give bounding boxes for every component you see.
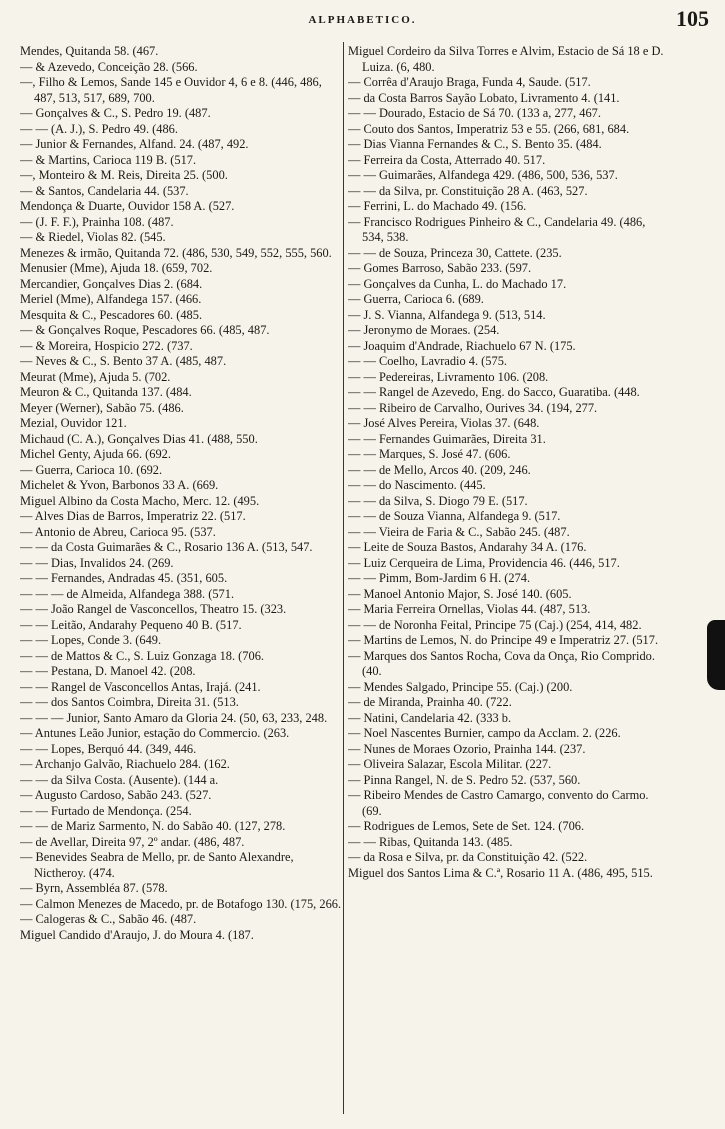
- directory-entry: — (J. F. F.), Prainha 108. (487.: [20, 214, 174, 229]
- directory-entry: — Martins de Lemos, N. do Principe 49 e Imperatriz 27. (517.: [348, 633, 659, 647]
- directory-entry: — Manoel Antonio Major, S. José 140. (605.: [348, 586, 572, 601]
- directory-entry: —, Monteiro & M. Reis, Direita 25. (500.: [20, 168, 228, 182]
- directory-entry: — — Dourado, Estacio de Sá 70. (133 a, 277, 467.: [348, 106, 601, 120]
- directory-entry: — — — de Almeida, Alfandega 388. (571.: [20, 586, 235, 601]
- directory-entry: — — do Nascimento. (445.: [348, 478, 486, 492]
- directory-entry: Meriel (Mme), Alfandega 157. (466.: [20, 292, 202, 306]
- directory-entry: — Benevides Seabra de Mello, pr. de Santo Alexandre, Nictheroy. (474.: [20, 850, 294, 880]
- directory-entry: — — Furtado de Mendonça. (254.: [20, 803, 192, 818]
- directory-entry: — & Martins, Carioca 119 B. (517.: [20, 152, 197, 167]
- directory-entry: — — Vieira de Faria & C., Sabão 245. (487.: [348, 524, 570, 539]
- directory-entry: — Rodrigues de Lemos, Sete de Set. 124. (706.: [348, 819, 585, 833]
- directory-entry: — — Lopes, Conde 3. (649.: [20, 633, 162, 647]
- directory-entry: — Jeronymo de Moraes. (254.: [348, 323, 500, 337]
- directory-entry: — — Ribas, Quitanda 143. (485.: [348, 834, 513, 849]
- page-header: [0, 0, 725, 44]
- directory-entry: — — Rangel de Vasconcellos Antas, Irajá. (241.: [20, 679, 261, 694]
- column-divider: [343, 42, 344, 1114]
- directory-entry: — Joaquim d'Andrade, Riachuelo 67 N. (175.: [348, 338, 576, 353]
- directory-entry: — — de Mariz Sarmento, N. do Sabão 40. (127, 278.: [20, 819, 286, 833]
- directory-entry: — — Leitão, Andarahy Pequeno 40 B. (517.: [20, 617, 242, 632]
- directory-entry: — Augusto Cardoso, Sabão 243. (527.: [20, 788, 212, 802]
- directory-entry: — & Riedel, Violas 82. (545.: [20, 230, 166, 244]
- directory-entry: — & Moreira, Hospicio 272. (737.: [20, 338, 193, 353]
- directory-entry: — Ribeiro Mendes de Castro Camargo, convento do Carmo. (69.: [348, 788, 649, 818]
- directory-entry: Menezes & irmão, Quitanda 72. (486, 530, 549, 552, 555, 560.: [20, 245, 332, 260]
- directory-entry: — Couto dos Santos, Imperatriz 53 e 55. (266, 681, 684.: [348, 121, 630, 136]
- directory-entry: — — da Silva, pr. Constituição 28 A. (463, 527.: [348, 183, 588, 198]
- directory-entry: — — — Junior, Santo Amaro da Gloria 24. (50, 63, 233, 248.: [20, 710, 328, 725]
- directory-entry: — & Gonçalves Roque, Pescadores 66. (485, 487.: [20, 323, 270, 337]
- directory-entry: — — Pimm, Bom-Jardim 6 H. (274.: [348, 571, 531, 585]
- page-number: 105: [676, 6, 709, 31]
- directory-entry: — — da Silva, S. Diogo 79 E. (517.: [348, 493, 528, 508]
- directory-entry: Michelet & Yvon, Barbonos 33 A. (669.: [20, 478, 219, 492]
- directory-entry: — Marques dos Santos Rocha, Cova da Onça, Rio Comprido. (40.: [348, 648, 655, 678]
- directory-entry: — — de Mattos & C., S. Luiz Gonzaga 18. (706.: [20, 648, 264, 663]
- directory-entry: Miguel Candido d'Araujo, J. do Moura 4. (187.: [20, 927, 254, 942]
- directory-entry: — Pinna Rangel, N. de S. Pedro 52. (537, 560.: [348, 772, 581, 787]
- directory-entry: — — João Rangel de Vasconcellos, Theatro 15. (323.: [20, 602, 287, 616]
- directory-entry: — Guerra, Carioca 6. (689.: [348, 292, 484, 306]
- directory-entry: — Antonio de Abreu, Carioca 95. (537.: [20, 524, 216, 539]
- directory-entry: Mendes, Quitanda 58. (467.: [20, 44, 159, 58]
- directory-entry: — J. S. Vianna, Alfandega 9. (513, 514.: [348, 307, 546, 322]
- directory-entry: — — Pestana, D. Manoel 42. (208.: [20, 664, 196, 678]
- directory-entry: — da Rosa e Silva, pr. da Constituição 42. (522.: [348, 850, 588, 864]
- directory-entry: — Corrêa d'Araujo Braga, Funda 4, Saude. (517.: [348, 75, 591, 89]
- directory-entry: — Natini, Candelaria 42. (333 b.: [348, 710, 512, 725]
- directory-entry: Michaud (C. A.), Gonçalves Dias 41. (488, 550.: [20, 431, 258, 446]
- directory-entry: — Byrn, Assembléa 87. (578.: [20, 881, 168, 895]
- directory-entry: — de Miranda, Prainha 40. (722.: [348, 695, 512, 709]
- directory-entry: — Nunes de Moraes Ozorio, Prainha 144. (237.: [348, 741, 586, 756]
- directory-entry: — — Ribeiro de Carvalho, Ourives 34. (194, 277.: [348, 400, 598, 415]
- directory-entry: — Neves & C., S. Bento 37 A. (485, 487.: [20, 354, 227, 368]
- directory-entry: Miguel Cordeiro da Silva Torres e Alvim, Estacio de Sá 18 e D. Luiza. (6, 480.: [348, 44, 664, 74]
- directory-entry: — — Guimarães, Alfandega 429. (486, 500, 536, 537.: [348, 168, 618, 182]
- directory-entry: Meyer (Werner), Sabão 75. (486.: [20, 400, 184, 415]
- directory-entry: — Ferreira da Costa, Atterrado 40. 517.: [348, 152, 546, 167]
- directory-entry: —, Filho & Lemos, Sande 145 e Ouvidor 4, 6 e 8. (446, 486, 487, 513, 517, 689, 700.: [20, 75, 322, 105]
- directory-entry: — José Alves Pereira, Violas 37. (648.: [348, 416, 540, 430]
- directory-entry: — — Marques, S. José 47. (606.: [348, 447, 511, 461]
- directory-entry: — Calogeras & C., Sabão 46. (487.: [20, 912, 197, 926]
- directory-entry: — — Fernandes Guimarães, Direita 31.: [348, 431, 546, 446]
- directory-entry: Miguel dos Santos Lima & C.ª, Rosario 11 A. (486, 495, 515.: [348, 865, 653, 880]
- directory-entry: — — dos Santos Coimbra, Direita 31. (513.: [20, 695, 239, 709]
- directory-entry: — — da Costa Guimarães & C., Rosario 136 A. (513, 547.: [20, 540, 313, 554]
- directory-entry: Mercandier, Gonçalves Dias 2. (684.: [20, 276, 203, 291]
- left-column: [20, 44, 342, 1114]
- directory-entry: — — Coelho, Lavradio 4. (575.: [348, 354, 507, 368]
- directory-entry: Mezial, Ouvidor 121.: [20, 416, 127, 430]
- directory-entry: — Noel Nascentes Burnier, campo da Acclam. 2. (226.: [348, 726, 621, 740]
- directory-entry: — Junior & Fernandes, Alfand. 24. (487, 492.: [20, 137, 249, 151]
- directory-entry: — Francisco Rodrigues Pinheiro & C., Candelaria 49. (486, 534, 538.: [348, 214, 646, 244]
- running-title: ALPHABETICO.: [308, 14, 417, 26]
- directory-entry: — Ferrini, L. do Machado 49. (156.: [348, 199, 527, 213]
- directory-entry: — Leite de Souza Bastos, Andarahy 34 A. (176.: [348, 540, 587, 554]
- directory-entry: — — Lopes, Berquó 44. (349, 446.: [20, 741, 197, 756]
- directory-entry: — Alves Dias de Barros, Imperatriz 22. (517.: [20, 509, 246, 523]
- directory-entry: Mesquita & C., Pescadores 60. (485.: [20, 307, 203, 322]
- directory-entry: Miguel Albino da Costa Macho, Merc. 12. (495.: [20, 493, 260, 508]
- directory-entry: — Gonçalves da Cunha, L. do Machado 17.: [348, 276, 567, 291]
- directory-entry: Michel Genty, Ajuda 66. (692.: [20, 447, 171, 461]
- directory-entry: Mendonça & Duarte, Ouvidor 158 A. (527.: [20, 199, 235, 213]
- directory-entry: — & Santos, Candelaria 44. (537.: [20, 183, 189, 198]
- directory-entry: — — de Souza Vianna, Alfandega 9. (517.: [348, 509, 561, 523]
- directory-entry: — — de Mello, Arcos 40. (209, 246.: [348, 462, 531, 477]
- directory-entry: Menusier (Mme), Ajuda 18. (659, 702.: [20, 261, 213, 275]
- directory-entry: — Luiz Cerqueira de Lima, Providencia 46. (446, 517.: [348, 555, 620, 570]
- page-edge-mark: [707, 620, 725, 690]
- directory-entry: — de Avellar, Direita 97, 2º andar. (486, 487.: [20, 834, 245, 849]
- directory-entry: — — (A. J.), S. Pedro 49. (486.: [20, 121, 178, 136]
- directory-entry: — Dias Vianna Fernandes & C., S. Bento 35. (484.: [348, 137, 602, 151]
- directory-entry: Meurat (Mme), Ajuda 5. (702.: [20, 369, 171, 384]
- directory-entry: — Calmon Menezes de Macedo, pr. de Botafogo 130. (175, 266.: [20, 896, 342, 911]
- directory-entry: — — de Souza, Princeza 30, Cattete. (235.: [348, 245, 562, 260]
- directory-entry: — — de Noronha Feital, Principe 75 (Caj.) (254, 414, 482.: [348, 617, 642, 632]
- directory-entry: — da Costa Barros Sayão Lobato, Livramento 4. (141.: [348, 90, 620, 105]
- directory-entry: — — Pedereiras, Livramento 106. (208.: [348, 369, 549, 384]
- directory-entry: — Antunes Leão Junior, estação do Commercio. (263.: [20, 726, 290, 740]
- directory-entry: Meuron & C., Quitanda 137. (484.: [20, 385, 192, 399]
- directory-entry: — Gomes Barroso, Sabão 233. (597.: [348, 261, 532, 275]
- directory-entry: — Archanjo Galvão, Riachuelo 284. (162.: [20, 757, 230, 771]
- directory-entry: — — Dias, Invalidos 24. (269.: [20, 555, 174, 570]
- directory-entry: — — Fernandes, Andradas 45. (351, 605.: [20, 571, 228, 585]
- directory-entry: — — da Silva Costa. (Ausente). (144 a.: [20, 772, 219, 787]
- directory-entry: — Maria Ferreira Ornellas, Violas 44. (487, 513.: [348, 602, 591, 616]
- directory-entry: — & Azevedo, Conceição 28. (566.: [20, 59, 198, 74]
- directory-entry: — Gonçalves & C., S. Pedro 19. (487.: [20, 106, 211, 120]
- directory-entry: — Mendes Salgado, Principe 55. (Caj.) (200.: [348, 679, 573, 694]
- directory-entry: — Oliveira Salazar, Escola Militar. (227.: [348, 757, 552, 771]
- directory-entry: — Guerra, Carioca 10. (692.: [20, 462, 163, 477]
- right-column: [348, 44, 670, 1114]
- directory-entry: — — Rangel de Azevedo, Eng. do Sacco, Guaratiba. (448.: [348, 385, 640, 399]
